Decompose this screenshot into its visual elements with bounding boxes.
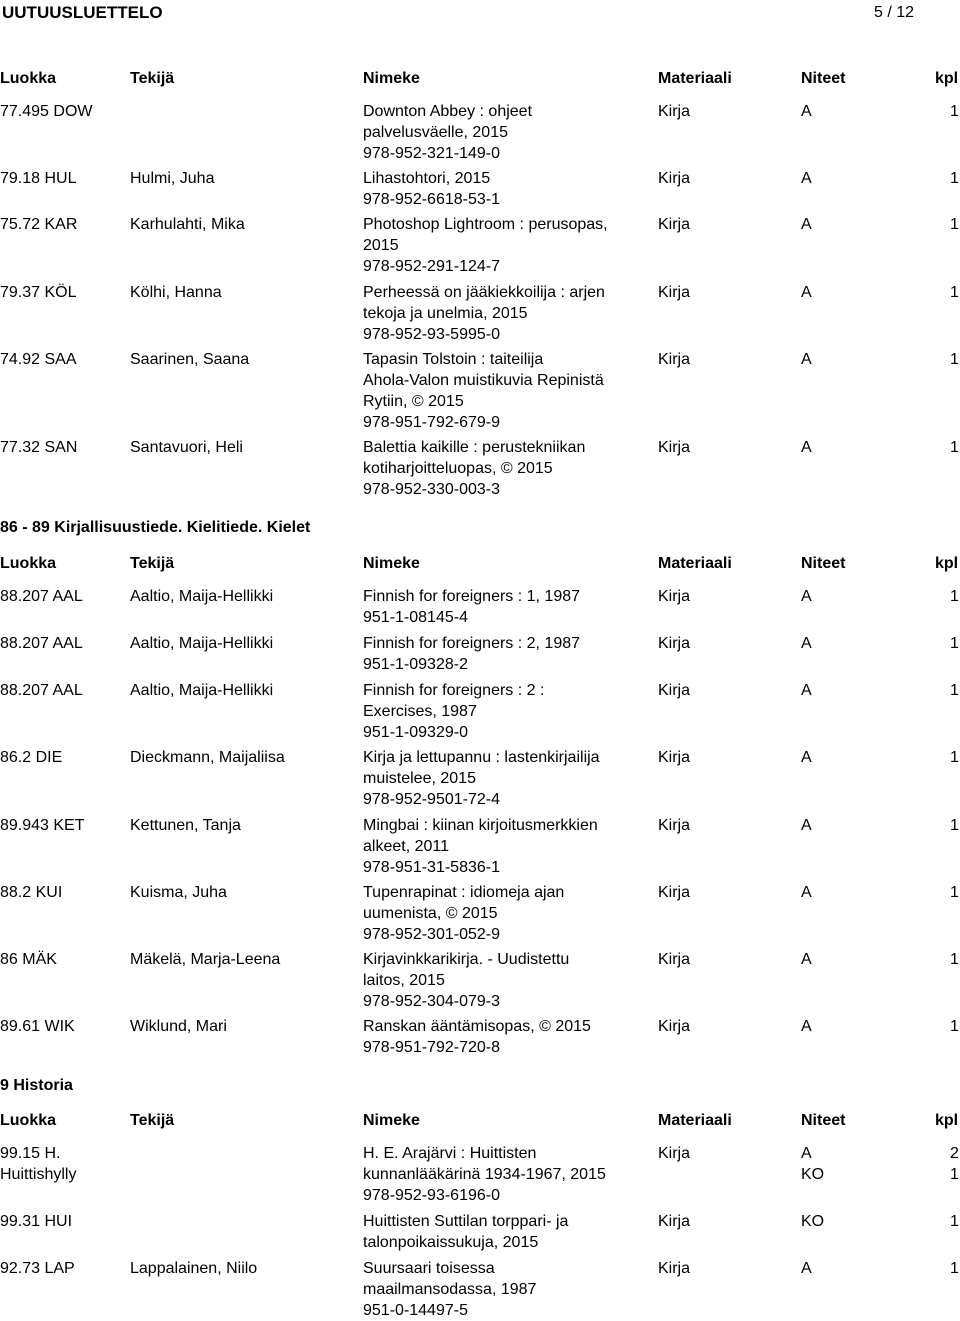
notes-line: A <box>801 1018 812 1035</box>
item-title-line: Finnish for foreigners : 1, 1987 <box>363 588 581 605</box>
quantity-line: 1 <box>950 216 959 233</box>
quantity-line: 1 <box>950 951 959 968</box>
material: Kirja <box>658 284 691 301</box>
class-code-line: 88.207 AAL <box>0 682 83 699</box>
class-code-line: 89.943 KET <box>0 817 85 834</box>
class-code-line: 92.73 LAP <box>0 1260 75 1277</box>
author: Saarinen, Saana <box>130 351 250 368</box>
class-code-line: 86 MÄK <box>0 951 57 968</box>
material: Kirja <box>658 351 691 368</box>
item-title <box>363 949 635 1012</box>
class-code-line: 89.61 WIK <box>0 1018 75 1035</box>
item-title-line: 951-1-09329-0 <box>363 724 468 741</box>
item-title-line: 978-952-301-052-9 <box>363 926 500 943</box>
class-code <box>0 1258 75 1279</box>
item-title <box>363 1258 635 1321</box>
material: Kirja <box>658 1260 691 1277</box>
quantity-line: 1 <box>950 1213 959 1230</box>
table-header <box>0 68 960 89</box>
item-title <box>363 815 635 878</box>
item-title-line: kotiharjoitteluopas, © 2015 <box>363 460 553 477</box>
notes-line: A <box>801 884 812 901</box>
quantity <box>950 1016 959 1037</box>
material: Kirja <box>658 682 691 699</box>
material: Kirja <box>658 749 691 766</box>
item-title-line: Kirjavinkkarikirja. - Uudistettu <box>363 951 570 968</box>
notes-line: A <box>801 817 812 834</box>
notes <box>801 214 812 235</box>
item-title-line: 951-1-08145-4 <box>363 609 468 626</box>
author: Karhulahti, Mika <box>130 216 245 233</box>
material: Kirja <box>658 635 691 652</box>
notes <box>801 437 812 458</box>
material: Kirja <box>658 1145 691 1162</box>
class-code <box>0 214 77 235</box>
quantity-line: 1 <box>950 1166 959 1183</box>
notes-line: A <box>801 951 812 968</box>
item-title-line: Finnish for foreigners : 2, 1987 <box>363 635 581 652</box>
quantity-line: 1 <box>950 103 959 120</box>
item-title <box>363 101 635 164</box>
material: Kirja <box>658 817 691 834</box>
quantity-line: 1 <box>950 1018 959 1035</box>
notes-line: A <box>801 351 812 368</box>
item-title-line: 978-952-93-6196-0 <box>363 1187 500 1204</box>
author: Aaltio, Maija-Hellikki <box>130 635 274 652</box>
notes-line: A <box>801 216 812 233</box>
item-title-line: Lihastohtori, 2015 <box>363 170 491 187</box>
quantity-line: 2 <box>950 1145 959 1162</box>
quantity <box>950 949 959 970</box>
notes <box>801 1211 824 1232</box>
quantity <box>950 586 959 607</box>
item-title-line: 951-0-14497-5 <box>363 1302 468 1319</box>
section-title: 86 - 89 Kirjallisuustiede. Kielitiede. Kielet <box>0 519 311 536</box>
quantity-line: 1 <box>950 284 959 301</box>
quantity-line: 1 <box>950 749 959 766</box>
quantity <box>950 282 959 303</box>
notes-line: KO <box>801 1213 825 1230</box>
quantity-line: 1 <box>950 1260 959 1277</box>
header-material: Materiaali <box>658 1112 732 1129</box>
author: Kuisma, Juha <box>130 884 227 901</box>
notes <box>801 747 812 768</box>
quantity <box>950 633 959 654</box>
class-code <box>0 1143 76 1185</box>
table-header <box>0 1110 960 1131</box>
quantity <box>950 1211 959 1232</box>
class-code-line: 75.72 KAR <box>0 216 78 233</box>
item-title-line: Exercises, 1987 <box>363 703 477 720</box>
header-class: Luokka <box>0 70 57 87</box>
quantity-line: 1 <box>950 884 959 901</box>
item-title <box>363 1211 635 1253</box>
item-title-line: kunnanlääkärinä 1934-1967, 2015 <box>363 1166 606 1183</box>
item-title-line: 978-952-9501-72-4 <box>363 791 500 808</box>
header-title: Nimeke <box>363 555 420 572</box>
item-title-line: maailmansodassa, 1987 <box>363 1281 537 1298</box>
item-title-line: 978-952-291-124-7 <box>363 258 500 275</box>
class-code-line: Huittishylly <box>0 1166 77 1183</box>
item-title <box>363 680 635 743</box>
notes-line: A <box>801 1260 812 1277</box>
class-code-line: 88.2 KUI <box>0 884 63 901</box>
material: Kirja <box>658 103 691 120</box>
class-code <box>0 282 77 303</box>
author: Santavuori, Heli <box>130 439 243 456</box>
item-title-line: Perheessä on jääkiekkoilija : arjen <box>363 284 605 301</box>
item-title-line: palvelusväelle, 2015 <box>363 124 508 141</box>
item-title-line: laitos, 2015 <box>363 972 445 989</box>
author: Dieckmann, Maijaliisa <box>130 749 285 766</box>
item-title <box>363 282 635 345</box>
notes-line: A <box>801 170 812 187</box>
header-author: Tekijä <box>130 555 175 572</box>
material: Kirja <box>658 1213 691 1230</box>
item-title-line: H. E. Arajärvi : Huittisten <box>363 1145 537 1162</box>
notes-line: A <box>801 682 812 699</box>
item-title-line: uumenista, © 2015 <box>363 905 498 922</box>
section-title: 9 Historia <box>0 1077 73 1094</box>
item-title-line: Photoshop Lightroom : perusopas, <box>363 216 608 233</box>
class-code-line: 79.18 HUL <box>0 170 77 187</box>
item-title-line: 978-951-792-679-9 <box>363 414 500 431</box>
header-notes: Niteet <box>801 1112 846 1129</box>
notes-line: A <box>801 635 812 652</box>
item-title <box>363 747 635 810</box>
class-code <box>0 586 83 607</box>
material: Kirja <box>658 951 691 968</box>
material: Kirja <box>658 439 691 456</box>
item-title-line: 978-951-792-720-8 <box>363 1039 500 1056</box>
notes <box>801 282 812 303</box>
class-code <box>0 1211 72 1232</box>
quantity-line: 1 <box>950 588 959 605</box>
notes <box>801 882 812 903</box>
notes <box>801 586 812 607</box>
notes-line: KO <box>801 1166 825 1183</box>
notes <box>801 1016 812 1037</box>
item-title <box>363 633 635 675</box>
quantity <box>950 1143 959 1185</box>
quantity <box>950 437 959 458</box>
notes <box>801 101 812 122</box>
material: Kirja <box>658 1018 691 1035</box>
class-code-line: 77.32 SAN <box>0 439 78 456</box>
notes-line: A <box>801 284 812 301</box>
item-title-line: 978-952-330-003-3 <box>363 481 500 498</box>
item-title-line: Ahola-Valon muistikuvia Repinistä <box>363 372 604 389</box>
quantity-line: 1 <box>950 351 959 368</box>
quantity <box>950 815 959 836</box>
header-notes: Niteet <box>801 555 846 572</box>
notes <box>801 680 812 701</box>
item-title <box>363 168 635 210</box>
material: Kirja <box>658 170 691 187</box>
item-title <box>363 586 635 628</box>
class-code <box>0 815 85 836</box>
item-title-line: Downton Abbey : ohjeet <box>363 103 533 120</box>
class-code <box>0 437 77 458</box>
class-code <box>0 882 62 903</box>
header-material: Materiaali <box>658 70 732 87</box>
item-title-line: Kirja ja lettupannu : lastenkirjailija <box>363 749 600 766</box>
notes <box>801 815 812 836</box>
class-code <box>0 349 77 370</box>
author: Kölhi, Hanna <box>130 284 222 301</box>
item-title-line: 978-951-31-5836-1 <box>363 859 500 876</box>
material: Kirja <box>658 216 691 233</box>
material: Kirja <box>658 588 691 605</box>
notes <box>801 168 812 189</box>
quantity <box>950 680 959 701</box>
notes-line: A <box>801 1145 812 1162</box>
item-title <box>363 1016 635 1058</box>
page-number: 5 / 12 <box>873 4 914 21</box>
item-title-line: Rytiin, © 2015 <box>363 393 464 410</box>
item-title-line: Huittisten Suttilan torppari- ja <box>363 1213 569 1230</box>
item-title <box>363 437 635 500</box>
author: Aaltio, Maija-Hellikki <box>130 682 274 699</box>
item-title-line: Balettia kaikille : perustekniikan <box>363 439 586 456</box>
item-title-line: 978-952-6618-53-1 <box>363 191 500 208</box>
material: Kirja <box>658 884 691 901</box>
header-title: Nimeke <box>363 1112 420 1129</box>
author: Hulmi, Juha <box>130 170 215 187</box>
item-title-line: alkeet, 2011 <box>363 838 449 855</box>
class-code-line: 77.495 DOW <box>0 103 93 120</box>
quantity-line: 1 <box>950 817 959 834</box>
class-code-line: 74.92 SAA <box>0 351 77 368</box>
header-material: Materiaali <box>658 555 732 572</box>
class-code-line: 86.2 DIE <box>0 749 63 766</box>
item-title-line: 978-952-93-5995-0 <box>363 326 500 343</box>
item-title-line: muistelee, 2015 <box>363 770 476 787</box>
quantity <box>950 101 959 122</box>
notes <box>801 1143 824 1185</box>
quantity-line: 1 <box>950 439 959 456</box>
quantity <box>950 214 959 235</box>
class-code-line: 88.207 AAL <box>0 635 83 652</box>
header-class: Luokka <box>0 555 57 572</box>
quantity <box>950 882 959 903</box>
item-title-line: Mingbai : kiinan kirjoitusmerkkien <box>363 817 598 834</box>
item-title <box>363 882 635 945</box>
item-title <box>363 349 635 433</box>
header-title: Nimeke <box>363 70 420 87</box>
notes-line: A <box>801 439 812 456</box>
quantity-line: 1 <box>950 682 959 699</box>
quantity <box>950 349 959 370</box>
item-title-line: Tupenrapinat : idiomeja ajan <box>363 884 565 901</box>
header-notes: Niteet <box>801 70 846 87</box>
class-code-line: 88.207 AAL <box>0 588 83 605</box>
notes-line: A <box>801 749 812 766</box>
notes <box>801 1258 812 1279</box>
notes <box>801 349 812 370</box>
class-code <box>0 949 57 970</box>
quantity-line: 1 <box>950 170 959 187</box>
quantity <box>950 747 959 768</box>
class-code <box>0 101 92 122</box>
author: Lappalainen, Niilo <box>130 1260 258 1277</box>
class-code-line: 79.37 KÖL <box>0 284 77 301</box>
page-title: UUTUUSLUETTELO <box>2 3 163 22</box>
class-code <box>0 680 83 701</box>
item-title-line: 978-952-321-149-0 <box>363 145 500 162</box>
item-title-line: Finnish for foreigners : 2 : <box>363 682 545 699</box>
item-title-line: Suursaari toisessa <box>363 1260 495 1277</box>
item-title <box>363 1143 635 1206</box>
header-qty: kpl <box>935 555 959 572</box>
header-author: Tekijä <box>130 70 175 87</box>
item-title-line: talonpoikaissukuja, 2015 <box>363 1234 539 1251</box>
header-class: Luokka <box>0 1112 57 1129</box>
author: Kettunen, Tanja <box>130 817 241 834</box>
table-header <box>0 553 960 574</box>
item-title-line: Ranskan ääntämisopas, © 2015 <box>363 1018 591 1035</box>
class-code <box>0 747 62 768</box>
author: Mäkelä, Marja-Leena <box>130 951 281 968</box>
item-title <box>363 214 635 277</box>
author: Aaltio, Maija-Hellikki <box>130 588 274 605</box>
quantity-line: 1 <box>950 635 959 652</box>
class-code-line: 99.31 HUI <box>0 1213 73 1230</box>
item-title-line: 951-1-09328-2 <box>363 656 468 673</box>
header-qty: kpl <box>935 70 959 87</box>
item-title-line: 2015 <box>363 237 399 254</box>
author: Wiklund, Mari <box>130 1018 227 1035</box>
notes-line: A <box>801 103 812 120</box>
header-qty: kpl <box>935 1112 959 1129</box>
class-code <box>0 1016 75 1037</box>
class-code <box>0 168 77 189</box>
header-author: Tekijä <box>130 1112 175 1129</box>
item-title-line: tekoja ja unelmia, 2015 <box>363 305 528 322</box>
quantity <box>950 168 959 189</box>
class-code <box>0 633 83 654</box>
class-code-line: 99.15 H. <box>0 1145 61 1162</box>
notes-line: A <box>801 588 812 605</box>
item-title-line: 978-952-304-079-3 <box>363 993 500 1010</box>
item-title-line: Tapasin Tolstoin : taiteilija <box>363 351 544 368</box>
notes <box>801 633 812 654</box>
notes <box>801 949 812 970</box>
quantity <box>950 1258 959 1279</box>
